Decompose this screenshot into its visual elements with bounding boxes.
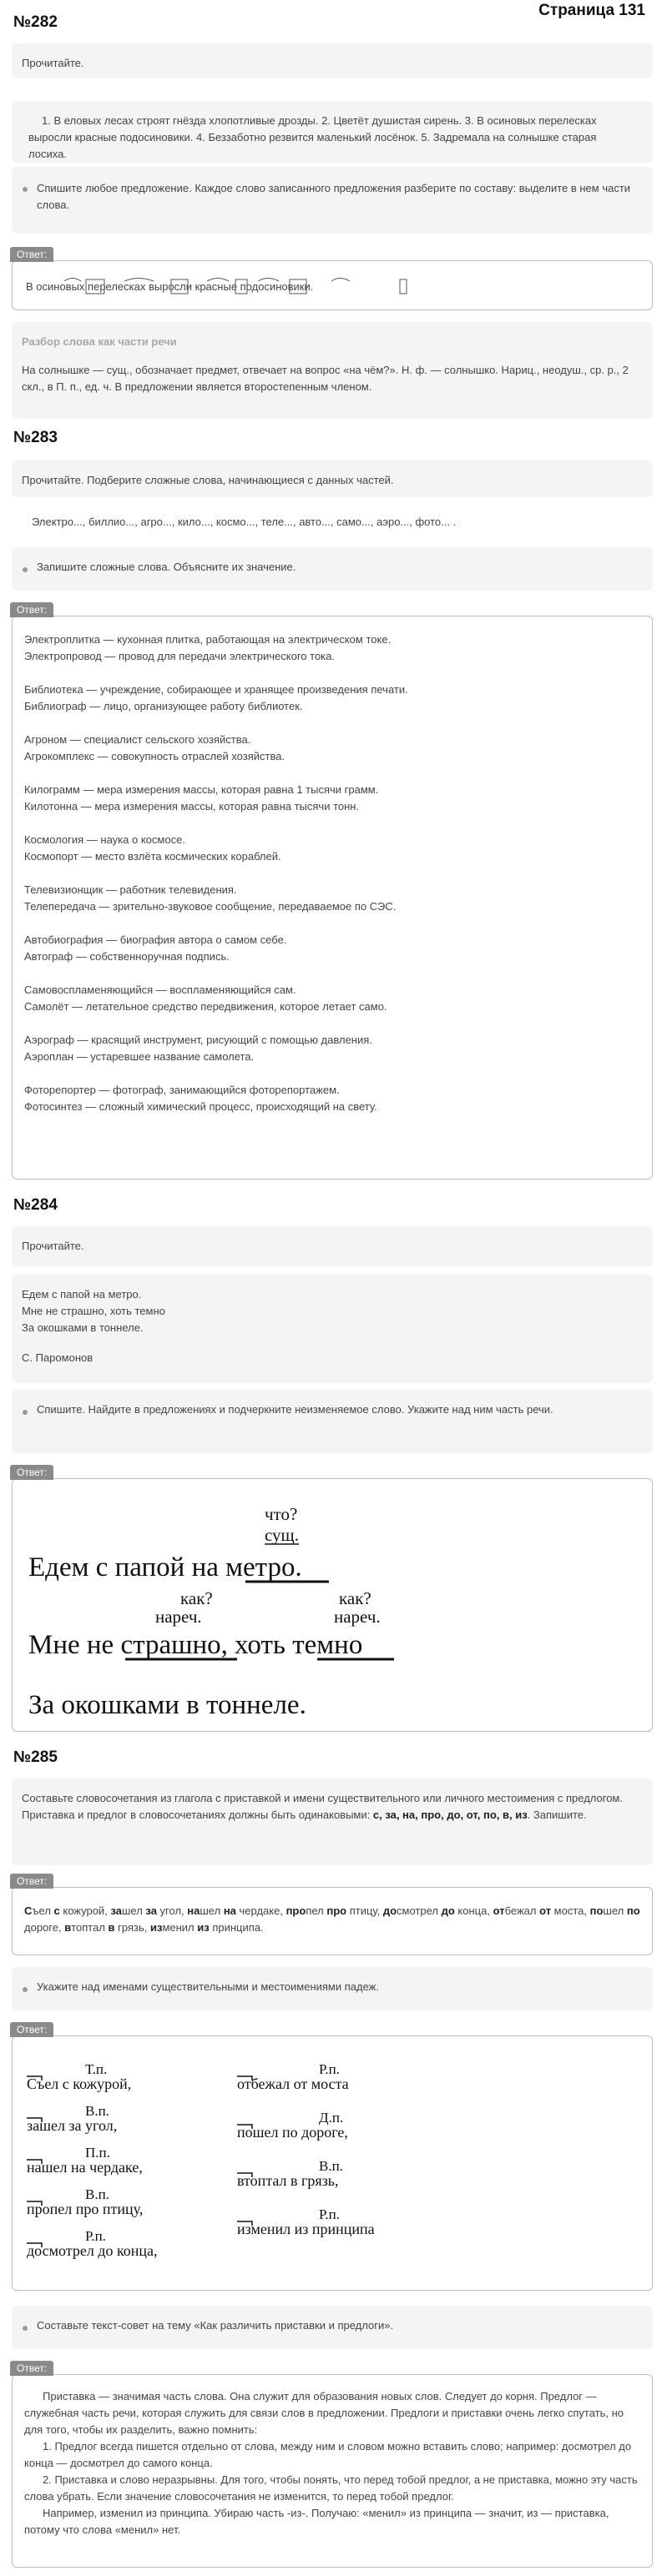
phrase: пропел про птицу bbox=[285, 1904, 377, 1917]
answer-label: Ответ: bbox=[10, 602, 53, 617]
phrase: втоптал в грязь bbox=[64, 1921, 144, 1934]
case-label: Р.п. bbox=[85, 2228, 106, 2244]
instruction-text: Прочитайте. bbox=[22, 57, 84, 69]
answer-sentence: В осиновых перелесках выросли красные подосиновики. bbox=[26, 280, 314, 293]
case-label: П.п. bbox=[85, 2145, 110, 2161]
case-label: В.п. bbox=[85, 2103, 109, 2119]
case-label: Р.п. bbox=[319, 2061, 340, 2077]
analysis-text: На солнышке — сущ., обозначает предмет, отвечает на вопрос «на чём?». Н. ф. — солнышко. Нариц., неодуш., ср. р., 2 скл., в П. п., ед. ч. В предложении является второстепенным членом. bbox=[22, 364, 629, 393]
word-group bbox=[24, 932, 640, 965]
word-definition: Самолёт — летательное средство передвижения, которое летает само. bbox=[24, 1000, 387, 1013]
advice-paragraph-1: Приставка — значимая часть слова. Она служит для образования новых слов. Следует до корня. Предлог — служебная часть речи, которая служить для связи слов в предложении. Предлоги и приставки очень легко спутать, но для того, чтобы их разделить, важно помнить: bbox=[24, 2390, 624, 2436]
phrase: пошел по дороге bbox=[24, 1904, 640, 1934]
ending-box-5 bbox=[400, 279, 407, 294]
task-284-title: №284 bbox=[13, 1196, 58, 1214]
phrase: Съел с кожурой bbox=[24, 1904, 105, 1917]
phrase: зашел за угол bbox=[110, 1904, 182, 1917]
task-285-title: №285 bbox=[13, 1748, 58, 1766]
case-label: Д.п. bbox=[319, 2110, 344, 2126]
word-definition: Фоторепортер — фотограф, занимающийся фоторепортажем. bbox=[24, 1084, 340, 1096]
analysis-card bbox=[12, 322, 653, 419]
word-group bbox=[24, 982, 640, 1015]
handwritten-cases-image bbox=[23, 2057, 399, 2276]
word-definition: Агрокомплекс — совокупность отраслей хозяйства. bbox=[24, 750, 285, 762]
word-definition: Библиограф — лицо, организующее работу библиотек. bbox=[24, 700, 303, 712]
task-card bbox=[12, 547, 653, 591]
question-label: как? bbox=[180, 1588, 213, 1608]
word-definition: Агроном — специалист сельского хозяйства. bbox=[24, 733, 251, 746]
instruction-text: Прочитайте. bbox=[22, 1240, 84, 1252]
case-label: Т.п. bbox=[85, 2061, 108, 2077]
answer-box bbox=[12, 616, 653, 1180]
answer-label: Ответ: bbox=[10, 1874, 53, 1889]
word-definition: Космология — наука о космосе. bbox=[24, 833, 185, 846]
phrase: отбежал от моста bbox=[493, 1904, 584, 1917]
page-label: Страница 131 bbox=[538, 2, 645, 19]
handwritten-line-1: Едем с папой на метро. bbox=[28, 1552, 302, 1582]
question-label: что? bbox=[265, 1504, 298, 1524]
word-definition: Космопорт — место взлёта космических кораблей. bbox=[24, 850, 281, 863]
task-text: Спишите. Найдите в предложениях и подчеркните неизменяемое слово. Укажите над ним часть речи. bbox=[37, 1403, 553, 1416]
case-phrase: зашел за угол, bbox=[27, 2117, 118, 2134]
answer-label: Ответ: bbox=[10, 1465, 53, 1480]
pos-label: сущ. bbox=[265, 1525, 299, 1545]
word-definition: Библиотека — учреждение, собирающее и хранящее произведения печати. bbox=[24, 683, 408, 696]
word-definition: Килограмм — мера измерения массы, которая равна 1 тысячи грамм. bbox=[24, 783, 379, 796]
case-phrase: втоптал в грязь, bbox=[237, 2172, 339, 2189]
instruction-card bbox=[12, 1226, 653, 1266]
phrase: досмотрел до конца bbox=[382, 1904, 488, 1917]
task-text: Спишите любое предложение. Каждое слово записанного предложения разберите по составу: выделите в нем части слова. bbox=[37, 182, 631, 211]
word-definition: Телепередача — зрительно-звуковое сообщение, передаваемое по СЭС. bbox=[24, 900, 397, 913]
answer-label: Ответ: bbox=[10, 2361, 53, 2376]
word-group bbox=[24, 1032, 640, 1065]
poem-author: С. Паромонов bbox=[22, 1351, 93, 1364]
word-group bbox=[24, 732, 640, 765]
case-label: В.п. bbox=[319, 2158, 343, 2174]
exercise-text: 1. В еловых лесах строят гнёзда хлопотливые дрозды. 2. Цветёт душистая сирень. 3. В осиновых перелесках выросли красные подосиновики. 4. Беззаботно резвится маленький лосёнок. 5. Задремала на солнышке старая лосиха. bbox=[28, 114, 597, 160]
case-phrase: досмотрел до конца, bbox=[27, 2242, 158, 2259]
answer-box bbox=[12, 260, 653, 310]
case-label: Р.п. bbox=[319, 2206, 340, 2222]
task-282-title: №282 bbox=[13, 13, 58, 31]
handwritten-line-2: Мне не страшно, хоть темно bbox=[28, 1630, 363, 1660]
compound-words-list bbox=[24, 631, 640, 1115]
word-group bbox=[24, 832, 640, 865]
pos-label: нареч. bbox=[155, 1607, 202, 1627]
word-definition: Самовоспламеняющийся — воспламеняющийся сам. bbox=[24, 984, 296, 996]
case-label: В.п. bbox=[85, 2186, 109, 2202]
word-definition: Электропровод — провод для передачи электрического тока. bbox=[24, 650, 335, 662]
pos-label: нареч. bbox=[334, 1607, 381, 1627]
task-card bbox=[12, 1967, 653, 2010]
word-definition: Аэрограф — красящий инструмент, рисующий с помощью давления. bbox=[24, 1034, 372, 1046]
instruction-card bbox=[12, 43, 653, 78]
phrase: изменил из принципа bbox=[149, 1921, 261, 1934]
word-parts: Электро..., биллио..., агро..., кило..., космо..., теле..., авто..., само..., аэро..., фото... . bbox=[32, 516, 457, 528]
word-group bbox=[24, 631, 640, 665]
task-card bbox=[12, 1390, 653, 1453]
task-283-title: №283 bbox=[13, 429, 58, 446]
phrases-text: Съел с кожурой, зашел за угол, нашел на чердаке, пропел про птицу, досмотрел до конца, отбежал от моста, пошел по дороге, втоптал в грязь, изменил из принципа. bbox=[24, 1904, 640, 1934]
answer-label: Ответ: bbox=[10, 2022, 53, 2037]
poem-line-3: За окошками в тоннеле. bbox=[22, 1321, 144, 1334]
word-definition: Автограф — собственноручная подпись. bbox=[24, 950, 230, 963]
case-phrase: пошел по дороге, bbox=[237, 2124, 348, 2141]
answer-label: Ответ: bbox=[10, 247, 53, 262]
advice-paragraph-3: 2. Приставка и слово неразрывны. Для того, чтобы понять, что перед тобой предлог, а не приставка, можно эту часть слова убрать. Если значение словосочетания не изменится, то перед тобой предлог. bbox=[24, 2473, 638, 2503]
answer-box bbox=[12, 1887, 653, 1955]
task-card bbox=[12, 2306, 653, 2349]
case-phrase: нашел на чердаке, bbox=[27, 2159, 143, 2176]
analysis-title: Разбор слова как части речи bbox=[22, 335, 177, 348]
handwritten-answer-image bbox=[23, 1499, 407, 1718]
advice-paragraph-4: Например, изменил из принципа. Убираю часть -из-. Получаю: «менил» из принципа — значит, из — приставка, потому что слова «менил» нет. bbox=[24, 2507, 609, 2536]
word-definition: Автобиография — биография автора о самом себе. bbox=[24, 933, 287, 946]
root-arc-5 bbox=[331, 279, 350, 282]
instruction-text: Составьте словосочетания из глагола с приставкой и имени существительного или личного местоимения с предлогом. Приставка и предлог в словосочетаниях должны быть одинаковыми: с, за, на, про, до, от, по, в, из. Запишите. bbox=[22, 1792, 623, 1821]
word-definition: Килотонна — мера измерения массы, которая равна тысячи тонн. bbox=[24, 800, 360, 813]
question-label: как? bbox=[339, 1588, 371, 1608]
poem-card bbox=[12, 1275, 653, 1383]
task-text: Укажите над именами существительными и местоимениями падеж. bbox=[37, 1980, 379, 1993]
word-definition: Телевизионщик — работник телевидения. bbox=[24, 883, 237, 896]
word-definition: Аэроплан — устаревшее название самолета. bbox=[24, 1050, 255, 1063]
poem-line-1: Едем с папой на метро. bbox=[22, 1288, 142, 1301]
word-group bbox=[24, 882, 640, 915]
word-group bbox=[24, 682, 640, 715]
case-phrase: изменил из принципа bbox=[237, 2221, 375, 2237]
prefix-list: с, за, на, про, до, от, по, в, из bbox=[372, 1809, 528, 1821]
word-group bbox=[24, 782, 640, 815]
advice-paragraph-2: 1. Предлог всегда пишется отдельно от слова, между ним и словом можно вставить слово; например: досмотрел до конца — досмотрел до самого конца. bbox=[24, 2440, 632, 2469]
case-phrase: пропел про птицу, bbox=[27, 2201, 144, 2217]
instruction-text: Прочитайте. Подберите сложные слова, начинающиеся с данных частей. bbox=[22, 474, 394, 486]
word-group bbox=[24, 1082, 640, 1115]
word-definition: Электроплитка — кухонная плитка, работающая на электрическом токе. bbox=[24, 633, 392, 646]
instruction-card bbox=[12, 1779, 653, 1865]
phrase: нашел на чердаке bbox=[187, 1904, 280, 1917]
handwritten-line-3: За окошками в тоннеле. bbox=[28, 1690, 306, 1718]
poem-line-2: Мне не страшно, хоть темно bbox=[22, 1305, 165, 1317]
task-text: Составьте текст-совет на тему «Как различить приставки и предлоги». bbox=[37, 2319, 394, 2332]
case-phrase: Съел с кожурой, bbox=[27, 2075, 132, 2092]
answer-box bbox=[12, 2374, 653, 2568]
case-phrase: отбежал от моста bbox=[237, 2075, 349, 2092]
morpheme-analysis bbox=[24, 276, 408, 299]
exercise-text-card bbox=[12, 101, 653, 163]
instruction-card bbox=[12, 460, 653, 497]
task-text: Запишите сложные слова. Объясните их значение. bbox=[37, 561, 296, 573]
task-card bbox=[12, 167, 653, 234]
word-definition: Фотосинтез — сложный химический процесс, происходящий на свету. bbox=[24, 1100, 377, 1113]
